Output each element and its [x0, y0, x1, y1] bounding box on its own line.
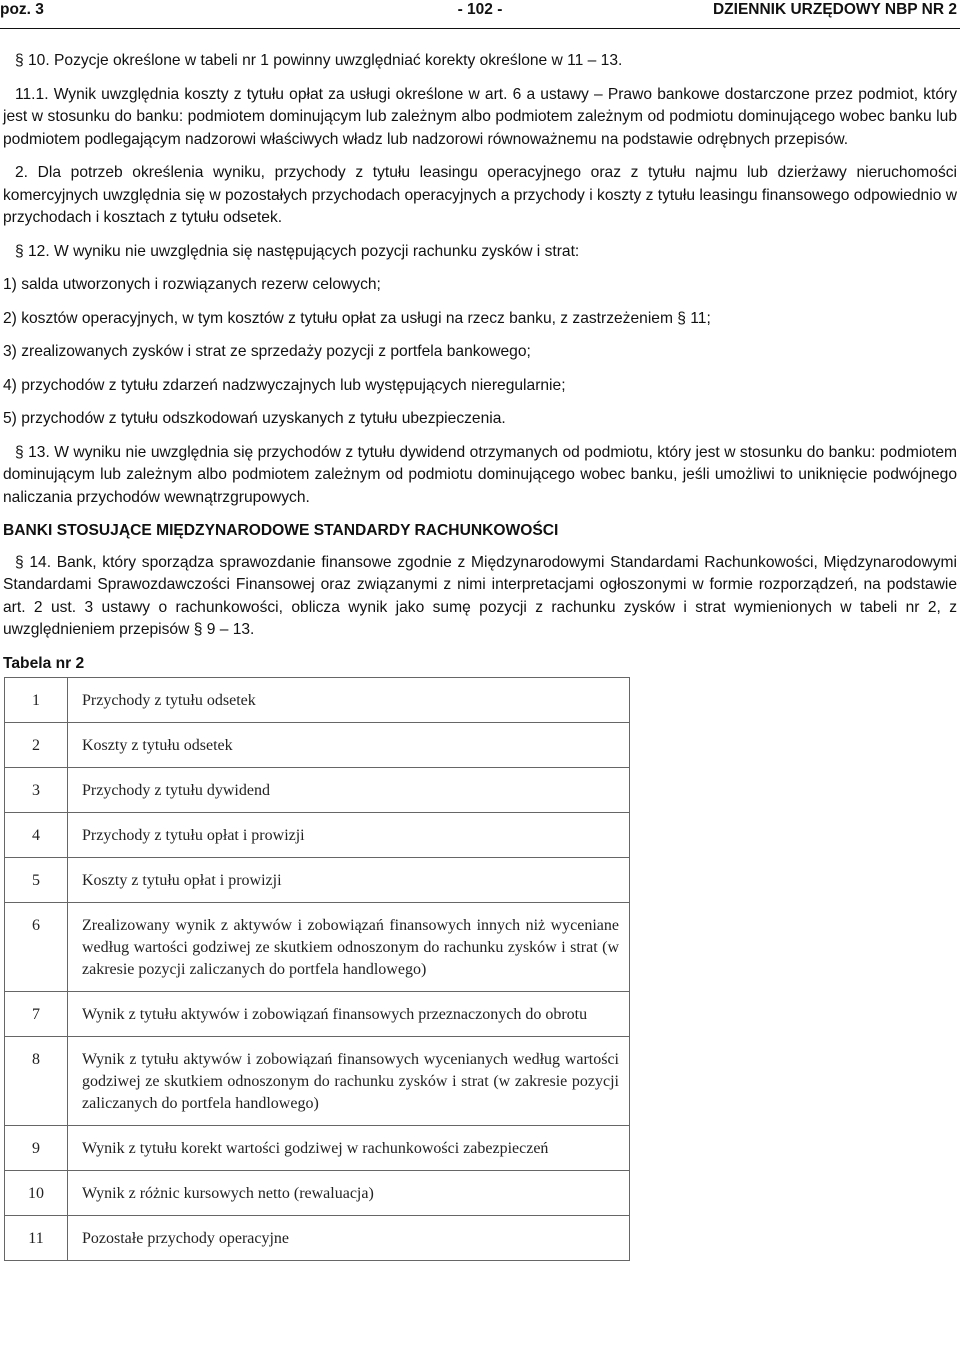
row-number: 7	[5, 992, 68, 1037]
row-label: Przychody z tytułu opłat i prowizji	[68, 813, 630, 858]
list-item-12-2: 2) kosztów operacyjnych, w tym kosztów z tytułu opłat za usługi na rzecz banku, z zastrzeżeniem § 11;	[3, 309, 711, 327]
row-label: Koszty z tytułu odsetek	[68, 723, 630, 768]
header-page-number: - 102 -	[457, 1, 503, 18]
table-row	[5, 1216, 630, 1261]
paragraph-10: § 10. Pozycje określone w tabeli nr 1 powinny uwzględniać korekty określone w 11 – 13.	[15, 52, 623, 69]
header-position: poz. 3	[0, 1, 44, 18]
row-label: Przychody z tytułu dywidend	[68, 768, 630, 813]
row-label: Przychody z tytułu odsetek	[68, 678, 630, 723]
row-label: Koszty z tytułu opłat i prowizji	[68, 858, 630, 903]
table-row	[5, 723, 630, 768]
body-text	[3, 50, 957, 686]
paragraph-11-1: 11.1. Wynik uwzględnia koszty z tytułu opłat za usługi określone w art. 6 a ustawy – Prawo bankowe dostarczone przez podmiot, który jest w stosunku do banku: podmiotem dominującym lub zależnym albo podmiotem zależnym od podmiotu dominującego wobec banku lub podmiotem podlegającym nadzorowi właściwych władz lub nadzorowi równoważnemu na podstawie odrębnych przepisów.	[3, 85, 957, 148]
list-item-12-1: 1) salda utworzonych i rozwiązanych rezerw celowych;	[3, 276, 381, 293]
row-label: Wynik z tytułu aktywów i zobowiązań finansowych przeznaczonych do obrotu	[68, 992, 630, 1037]
row-number: 10	[5, 1171, 68, 1216]
list-item-12-3: 3) zrealizowanych zysków i strat ze sprzedaży pozycji z portfela bankowego;	[3, 343, 531, 360]
row-label: Pozostałe przychody operacyjne	[68, 1216, 630, 1261]
table-row	[5, 992, 630, 1037]
header-journal-title: DZIENNIK URZĘDOWY NBP NR 2	[712, 1, 957, 18]
row-label: Zrealizowany wynik z aktywów i zobowiązań finansowych innych niż wyceniane według wartości godziwej ze skutkiem odnoszonym do rachunku zysków i strat (w zakresie pozycji zaliczanych do portfela handlowego)	[68, 903, 630, 992]
paragraph-11-2: 2. Dla potrzeb określenia wyniku, przychody z tytułu leasingu operacyjnego oraz z tytułu najmu lub dzierżawy nieruchomości komercyjnych uwzględnia się w pozostałych przychodach operacyjnych a przychody i koszty z tytułu leasingu finansowego odpowiednio w przychodach i kosztach z tytułu odsetek.	[3, 164, 957, 226]
row-label: Wynik z tytułu korekt wartości godziwej w rachunkowości zabezpieczeń	[68, 1126, 630, 1171]
paragraph-12: § 12. W wyniku nie uwzględnia się następujących pozycji rachunku zysków i strat:	[15, 242, 580, 260]
row-number: 2	[5, 723, 68, 768]
row-number: 4	[5, 813, 68, 858]
row-number: 11	[5, 1216, 68, 1261]
row-number: 8	[5, 1037, 68, 1126]
list-item-12-4: 4) przychodów z tytułu zdarzeń nadzwyczajnych lub występujących nieregularnie;	[3, 376, 566, 394]
table-row	[5, 858, 630, 903]
section-heading: BANKI STOSUJĄCE MIĘDZYNARODOWE STANDARDY RACHUNKOWOŚCI	[3, 522, 559, 539]
list-item-12-5: 5) przychodów z tytułu odszkodowań uzyskanych z tytułu ubezpieczenia.	[3, 410, 506, 427]
table-row	[5, 1171, 630, 1216]
paragraph-13: § 13. W wyniku nie uwzględnia się przychodów z tytułu dywidend otrzymanych od podmiotu, który jest w stosunku do banku: podmiotem dominującym lub zależnym albo podmiotem zależnym od podmiotu dominującego wobec banku, jeśli umożliwi to uniknięcie podwójnego naliczania przychodów wewnątrzgrupowych.	[3, 443, 957, 506]
row-number: 1	[5, 678, 68, 723]
table-row	[5, 813, 630, 858]
row-label: Wynik z różnic kursowych netto (rewaluacja)	[68, 1171, 630, 1216]
paragraph-14: § 14. Bank, który sporządza sprawozdanie finansowe zgodnie z Międzynarodowymi Standardami Rachunkowości, Międzynarodowymi Standardami Sprawozdawczości Finansowej oraz związanymi z nimi interpretacjami ogłoszonymi w formie rozporządzeń, na podstawie art. 2 ust. 3 ustawy o rachunkowości, oblicza wynik jako sumę pozycji z rachunku zysków i strat wymienionych w tabeli nr 2, z uwzględnieniem przepisów § 9 – 13.	[3, 553, 957, 638]
table-row	[5, 1037, 630, 1126]
header-rule	[0, 28, 960, 29]
page-header	[0, 0, 960, 22]
table-caption: Tabela nr 2	[3, 654, 85, 672]
row-number: 3	[5, 768, 68, 813]
row-number: 9	[5, 1126, 68, 1171]
table-2	[4, 677, 630, 1261]
table-row	[5, 768, 630, 813]
row-number: 5	[5, 858, 68, 903]
table-row	[5, 678, 630, 723]
row-number: 6	[5, 903, 68, 992]
table-row	[5, 1126, 630, 1171]
row-label: Wynik z tytułu aktywów i zobowiązań finansowych wycenianych według wartości godziwej ze skutkiem odnoszonym do rachunku zysków i strat (w zakresie pozycji zaliczanych do portfela handlowego)	[68, 1037, 630, 1126]
table-row	[5, 903, 630, 992]
